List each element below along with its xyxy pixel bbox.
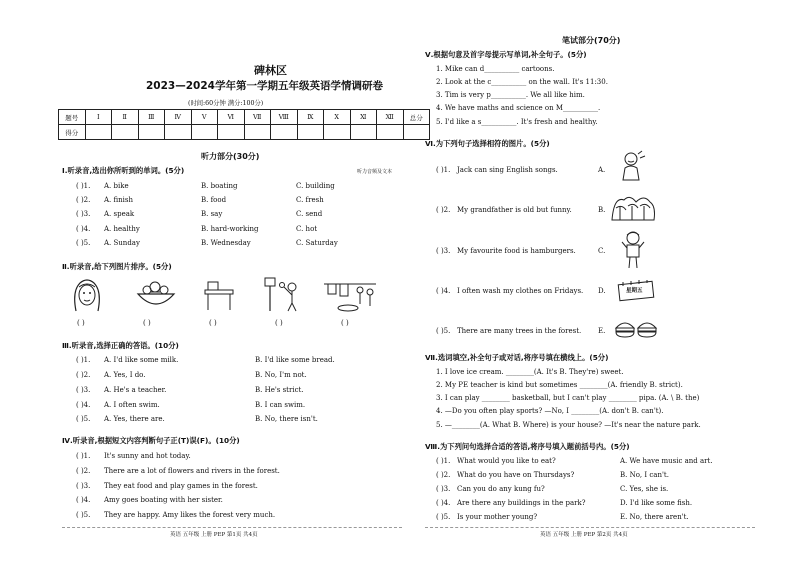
- section4-title: Ⅳ.听录音,根据短文内容判断句子正(T)误(F)。(10分): [62, 436, 240, 445]
- section2-title: Ⅱ.听录音,给下列图片排序。(5分): [62, 262, 172, 271]
- s1-q1-a: A. bike: [104, 182, 129, 190]
- s6-q4-num[interactable]: ( )4.: [436, 287, 451, 295]
- salad-bowl-icon: [135, 280, 177, 310]
- calendar-label: 星期五: [626, 288, 643, 294]
- s1-q5-a: A. Sunday: [104, 239, 140, 247]
- score-cell: Ⅴ: [191, 110, 218, 125]
- s5-q5[interactable]: 5. I'd like a s__________. It's fresh and healthy.: [436, 118, 598, 126]
- s4-q1-text: It's sunny and hot today.: [104, 452, 191, 460]
- score-cell: 总分: [403, 110, 430, 125]
- s3-q4-a: A. I often swim.: [104, 401, 160, 409]
- s8-q2-q: What do you have on Thursdays?: [457, 471, 575, 479]
- s3-q1-b: B. I'd like some bread.: [255, 356, 335, 364]
- s1-q2-num[interactable]: ( )2.: [76, 196, 91, 204]
- s8-q3-num[interactable]: ( )3.: [436, 485, 451, 493]
- section5-title: Ⅴ.根据句意及首字母提示写单词,补全句子。(5分): [425, 50, 587, 59]
- score-input-cell[interactable]: [165, 125, 192, 140]
- s7-q3[interactable]: 3. I can play ________ basketball, but I can't play ________ pipa. (A. \ B. the): [436, 394, 700, 402]
- s1-q4-a: A. healthy: [104, 225, 140, 233]
- s7-q4[interactable]: 4. —Do you often play sports? —No, I ________(A. don't B. can't).: [436, 407, 664, 415]
- s8-q4-num[interactable]: ( )4.: [436, 499, 451, 507]
- s8-q2-num[interactable]: ( )2.: [436, 471, 451, 479]
- s3-q1-num[interactable]: ( )1.: [76, 356, 91, 364]
- score-cell: Ⅺ: [350, 110, 377, 125]
- s4-q2-text: There are a lot of flowers and rivers in the forest.: [104, 467, 280, 475]
- s6-opt-d: D.: [598, 287, 606, 295]
- s1-q3-c: C. send: [296, 210, 323, 218]
- s3-q2-num[interactable]: ( )2.: [76, 371, 91, 379]
- score-cell: Ⅲ: [138, 110, 165, 125]
- s2-blank-3[interactable]: ( ): [209, 319, 217, 327]
- s6-q2-text: My grandfather is old but funny.: [457, 206, 572, 214]
- s1-q2-c: C. fresh: [296, 196, 324, 204]
- score-input-cell[interactable]: [377, 125, 404, 140]
- score-input-cell[interactable]: [85, 125, 112, 140]
- s3-q3-num[interactable]: ( )3.: [76, 386, 91, 394]
- score-input-cell[interactable]: [324, 125, 351, 140]
- s4-q5-text: They are happy. Amy likes the forest very much.: [104, 511, 276, 519]
- score-input-cell[interactable]: [403, 125, 430, 140]
- s8-q4-a: D. I'd like some fish.: [620, 499, 693, 507]
- score-table-header-row: [59, 110, 430, 125]
- s3-q4-b: B. I can swim.: [255, 401, 306, 409]
- s7-q5[interactable]: 5. —________(A. What B. Where) is your house? —It's near the nature park.: [436, 421, 701, 429]
- s3-q2-a: A. Yes, I do.: [104, 371, 146, 379]
- s4-q4-text: Amy goes boating with her sister.: [104, 496, 223, 504]
- s1-q1-num[interactable]: ( )1.: [76, 182, 91, 190]
- section1-title: Ⅰ.听录音,选出你所听到的单词。(5分): [62, 166, 185, 175]
- s1-q3-a: A. speak: [104, 210, 135, 218]
- score-cell: Ⅵ: [218, 110, 245, 125]
- score-table-score-row: [59, 125, 430, 140]
- s3-q4-num[interactable]: ( )4.: [76, 401, 91, 409]
- man-laughing-icon: [617, 150, 647, 182]
- washing-clothes-icon: [322, 278, 378, 312]
- page-footer-left: 英语 五年级 上册 PEP 第1页 共4页: [170, 532, 258, 538]
- written-header: 笔试部分(70分): [562, 36, 621, 45]
- score-cell: Ⅳ: [165, 110, 192, 125]
- s1-q2-b: B. food: [201, 196, 227, 204]
- score-input-cell[interactable]: [138, 125, 165, 140]
- s7-q1[interactable]: 1. I love ice cream. ________(A. It's B. They're) sweet.: [436, 368, 624, 376]
- s7-q2[interactable]: 2. My PE teacher is kind but sometimes ________(A. friendly B. strict).: [436, 381, 683, 389]
- s1-q4-num[interactable]: ( )4.: [76, 225, 91, 233]
- score-input-cell[interactable]: [244, 125, 271, 140]
- s5-q3[interactable]: 3. Tim is very p__________. We all like him.: [436, 91, 585, 99]
- score-cell: Ⅰ: [85, 110, 112, 125]
- s6-q3-text: My favourite food is hamburgers.: [457, 247, 576, 255]
- s3-q5-a: A. Yes, there are.: [104, 415, 165, 423]
- s8-q2-a: B. No, I can't.: [620, 471, 669, 479]
- score-cell: Ⅷ: [271, 110, 298, 125]
- score-cell: 题号: [59, 110, 86, 125]
- s2-blank-1[interactable]: ( ): [77, 319, 85, 327]
- s1-q1-b: B. boating: [201, 182, 238, 190]
- s1-q2-a: A. finish: [104, 196, 134, 204]
- s1-q5-b: B. Wednesday: [201, 239, 251, 247]
- score-cell: Ⅱ: [112, 110, 139, 125]
- s6-q4-text: I often wash my clothes on Fridays.: [457, 287, 584, 295]
- score-cell: Ⅸ: [297, 110, 324, 125]
- s8-q5-q: Is your mother young?: [457, 513, 538, 521]
- score-input-cell[interactable]: [112, 125, 139, 140]
- s4-q2-num[interactable]: ( )2.: [76, 467, 91, 475]
- score-table: [58, 109, 430, 140]
- boy-singing-icon: [620, 230, 646, 270]
- s8-q4-q: Are there any buildings in the park?: [457, 499, 586, 507]
- s1-q3-b: B. say: [201, 210, 223, 218]
- s4-q4-num[interactable]: ( )4.: [76, 496, 91, 504]
- s3-q2-b: B. No, I'm not.: [255, 371, 307, 379]
- score-input-cell[interactable]: [350, 125, 377, 140]
- s1-q3-num[interactable]: ( )3.: [76, 210, 91, 218]
- section6-title: Ⅵ.为下列句子选择相符的图片。(5分): [425, 139, 550, 148]
- s2-blank-4[interactable]: ( ): [275, 319, 283, 327]
- s6-q1-text: Jack can sing English songs.: [457, 166, 558, 174]
- s8-q1-num[interactable]: ( )1.: [436, 457, 451, 465]
- score-cell: Ⅹ: [324, 110, 351, 125]
- s1-q1-c: C. building: [296, 182, 335, 190]
- score-input-cell[interactable]: [191, 125, 218, 140]
- s1-q5-num[interactable]: ( )5.: [76, 239, 91, 247]
- s2-blank-2[interactable]: ( ): [143, 319, 151, 327]
- s4-q3-num[interactable]: ( )3.: [76, 482, 91, 490]
- s6-opt-a: A.: [598, 166, 606, 174]
- s5-q4[interactable]: 4. We have maths and science on M__________.: [436, 104, 601, 112]
- s8-q3-q: Can you do any kung fu?: [457, 485, 545, 493]
- s6-opt-e: E.: [598, 327, 606, 335]
- s4-q3-text: They eat food and play games in the forest.: [104, 482, 258, 490]
- s8-q3-a: C. Yes, she is.: [620, 485, 669, 493]
- s3-q3-a: A. He's a teacher.: [104, 386, 167, 394]
- footer-divider-right: [425, 527, 755, 528]
- s8-q5-num[interactable]: ( )5.: [436, 513, 451, 521]
- s8-q1-q: What would you like to eat?: [457, 457, 556, 465]
- desk-icon: [202, 280, 236, 312]
- score-input-cell[interactable]: [271, 125, 298, 140]
- s3-q5-num[interactable]: ( )5.: [76, 415, 91, 423]
- s6-opt-c: C.: [598, 247, 606, 255]
- s6-q3-num[interactable]: ( )3.: [436, 247, 451, 255]
- woman-face-icon: [70, 277, 104, 313]
- exam-info: (时间:60分钟 满分:100分): [188, 100, 264, 107]
- s3-q3-b: B. He's strict.: [255, 386, 304, 394]
- score-label: 得分: [59, 125, 86, 140]
- s3-q1-a: A. I'd like some milk.: [104, 356, 179, 364]
- s4-q1-num[interactable]: ( )1.: [76, 452, 91, 460]
- s6-q5-num[interactable]: ( )5.: [436, 327, 451, 335]
- section7-title: Ⅶ.选词填空,补全句子或对话,将序号填在横线上。(5分): [425, 353, 609, 362]
- hamburger-icon: [614, 318, 660, 340]
- s5-q1[interactable]: 1. Mike can d__________ cartoons.: [436, 65, 555, 73]
- score-cell: Ⅻ: [377, 110, 404, 125]
- s6-q2-num[interactable]: ( )2.: [436, 206, 451, 214]
- s1-q4-b: B. hard-working: [201, 225, 259, 233]
- s1-q5-c: C. Saturday: [296, 239, 338, 247]
- exam-title: 2023—2024学年第一学期五年级英语学情调研卷: [146, 80, 383, 92]
- s4-q5-num[interactable]: ( )5.: [76, 511, 91, 519]
- score-input-cell[interactable]: [218, 125, 245, 140]
- audio-note[interactable]: 听力音频及文本: [357, 169, 393, 175]
- score-input-cell[interactable]: [297, 125, 324, 140]
- s1-q4-c: C. hot: [296, 225, 318, 233]
- footer-divider-left: [62, 527, 402, 528]
- section8-title: Ⅷ.为下列问句选择合适的答语,将序号填入题前括号内。(5分): [425, 442, 630, 451]
- page-footer-right: 英语 五年级 上册 PEP 第2页 共4页: [540, 532, 628, 538]
- section3-title: Ⅲ.听录音,选择正确的答语。(10分): [62, 341, 179, 350]
- forest-trees-icon: [610, 192, 656, 222]
- s2-blank-5[interactable]: ( ): [341, 319, 349, 327]
- listening-header: 听力部分(30分): [201, 152, 260, 161]
- score-cell: Ⅶ: [244, 110, 271, 125]
- s6-q5-text: There are many trees in the forest.: [457, 327, 582, 335]
- s6-q1-num[interactable]: ( )1.: [436, 166, 451, 174]
- s8-q5-a: E. No, there aren't.: [620, 513, 689, 521]
- s8-q1-a: A. We have music and art.: [620, 457, 713, 465]
- s3-q5-b: B. No, there isn't.: [255, 415, 318, 423]
- s5-q2[interactable]: 2. Look at the c__________ on the wall. It's 11:30.: [436, 78, 608, 86]
- s6-opt-b: B.: [598, 206, 606, 214]
- district-title: 碑林区: [254, 64, 287, 77]
- basketball-player-icon: [262, 275, 302, 313]
